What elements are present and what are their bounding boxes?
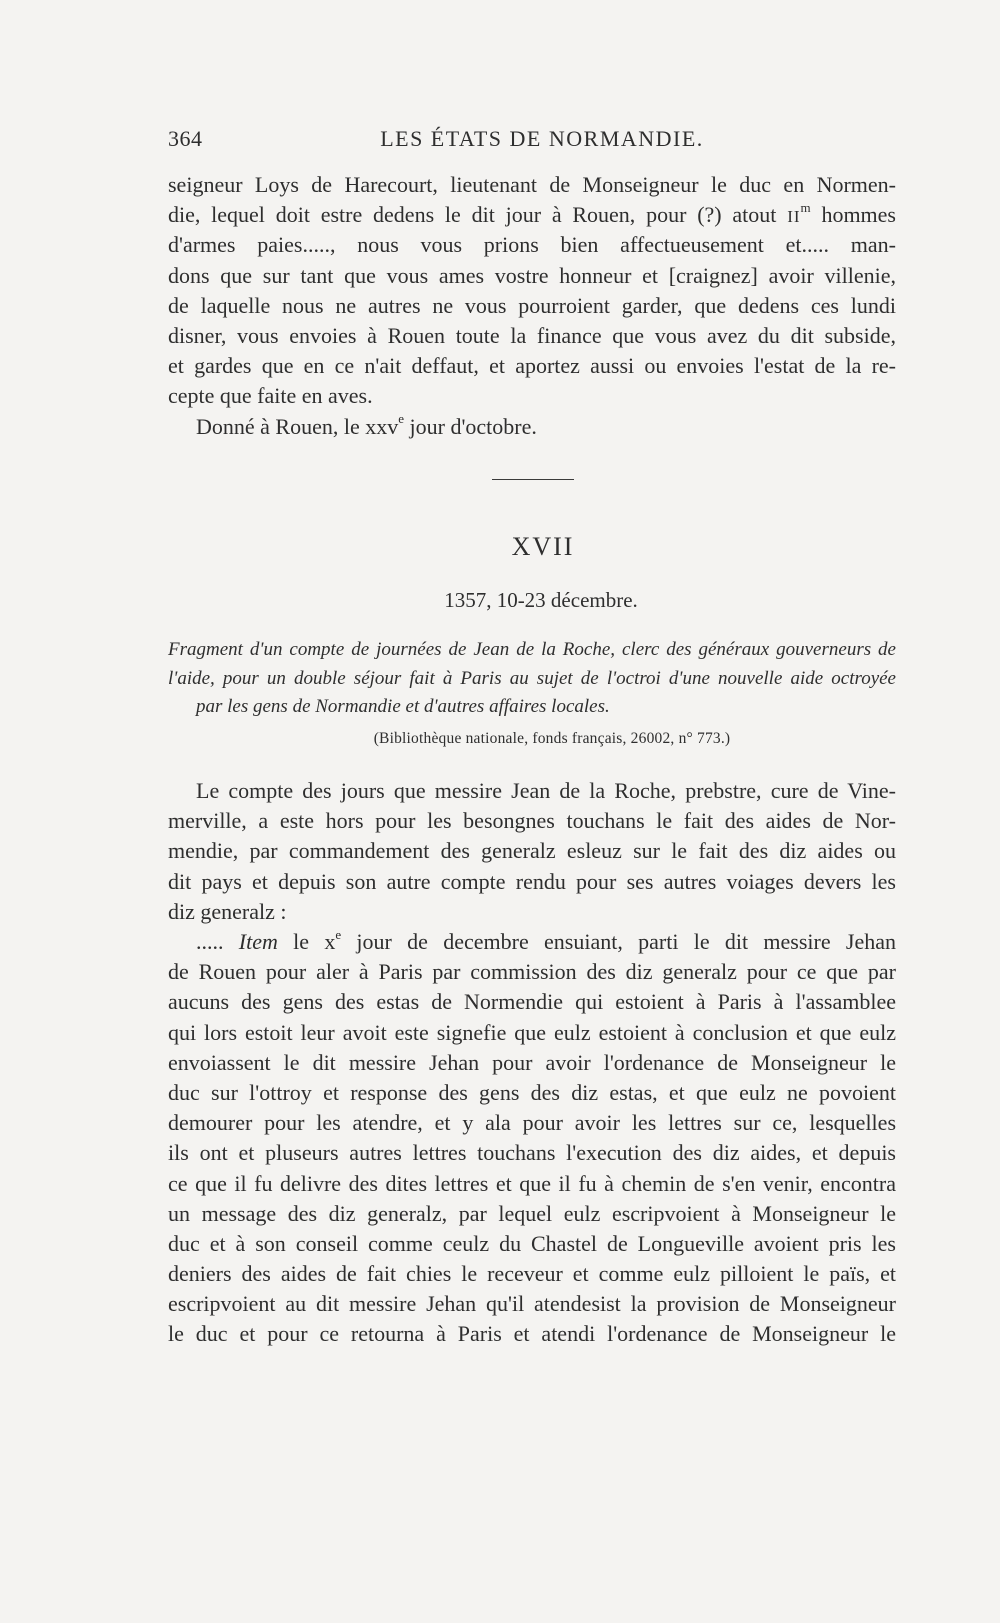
text-line: qui lors estoit leur avoit este signefie que eulz estoient à conclusion et que eulz xyxy=(168,1019,896,1045)
text-line: deniers des aides de fait chies le receveur et comme eulz pilloient le païs, et xyxy=(168,1261,896,1287)
source-citation: (Bibliothèque nationale, fonds français, 26002, n° 773.) xyxy=(373,730,731,747)
text-line: disner, vous envoies à Rouen toute la finance que vous avez du dit subside, xyxy=(168,322,896,348)
text-line: de Rouen pour aler à Paris par commission des diz generalz pour ce que par xyxy=(168,959,896,985)
text-line: Le compte des jours que messire Jean de la Roche, prebstre, cure de Vine- xyxy=(196,778,896,803)
summary-line: Fragment d'un compte de journées de Jean de la Roche, clerc des généraux gouverneurs de xyxy=(168,639,896,660)
text-line: le duc et pour ce retourna à Paris et atendi l'ordenance de Monseigneur le xyxy=(168,1321,896,1347)
text-line: duc et à son conseil comme ceulz du Chastel de Longueville avoient pris les xyxy=(168,1230,896,1256)
section-summary xyxy=(168,636,896,722)
text-line: ce que il fu delivre des dites lettres et que il fu à chemin de s'en venir, encontra xyxy=(168,1170,896,1196)
body-paragraph-1 xyxy=(168,776,896,927)
closing-line: Donné à Rouen, le xxv$^e$ jour d'octobre. xyxy=(196,411,537,439)
text-line: de laquelle nous ne autres ne vous pourroient garder, que dedens ces lundi xyxy=(168,292,896,318)
text-line: ..... Item le $x^e$ jour de decembre ensuiant, parti le dit messire Jehan xyxy=(196,926,896,954)
page-header xyxy=(168,126,896,156)
text-line: escripvoient au dit messire Jehan qu'il atendesist la provision de Monseigneur xyxy=(168,1291,896,1317)
section-date: 1357, 10-23 décembre. xyxy=(444,588,638,612)
text-line: seigneur Loys de Harecourt, lieutenant de Monseigneur le duc en Normen- xyxy=(168,172,896,197)
text-line: demourer pour les atendre, et y ala pour avoir les lettres sur ce, lesquelles xyxy=(168,1110,896,1136)
summary-line: par les gens de Normandie et d'autres affaires locales. xyxy=(196,696,610,717)
text-line: d'armes paies....., nous vous prions bien affectueusement et..... man- xyxy=(168,232,896,258)
text-line: dons que sur tant que vous ames vostre honneur et [craignez] avoir villenie, xyxy=(168,262,896,288)
text-line: duc sur l'ottroy et response des gens des diz estas, et que eulz ne povoient xyxy=(168,1079,896,1105)
text-line: un message des diz generalz, par lequel eulz escripvoient à Monseigneur le xyxy=(168,1200,896,1226)
continuation-paragraph xyxy=(168,170,896,442)
text-line: envoiassent le dit messire Jehan pour avoir l'ordenance de Monseigneur le xyxy=(168,1049,896,1075)
page-number: 364 xyxy=(168,126,203,151)
text-line: merville, a este hors pour les besongnes touchans le fait des aides de Nor- xyxy=(168,808,896,834)
running-title: LES ÉTATS DE NORMANDIE. xyxy=(380,126,704,151)
text-line: mendie, par commandement des generalz esleuz sur le fait des diz aides ou xyxy=(168,838,896,864)
summary-line: l'aide, pour un double séjour fait à Paris au sujet de l'octroi d'une nouvelle aide octroyée xyxy=(168,667,896,689)
text-line: et gardes que en ce n'ait deffaut, et aportez aussi ou envoies l'estat de la re- xyxy=(168,353,896,379)
section-number: XVII xyxy=(511,532,575,561)
body-paragraph-2 xyxy=(168,927,896,1350)
text-line: aucuns des gens des estas de Normendie qui estoient à Paris à l'assamblee xyxy=(168,989,896,1015)
section-divider xyxy=(492,479,574,480)
text-line: die, lequel doit estre dedens le dit jour à Rouen, pour (?) atout $II^m$ hommes xyxy=(168,199,896,228)
text-line: dit pays et depuis son autre compte rendu pour ses autres voiages devers les xyxy=(168,868,896,894)
text-line: diz generalz : xyxy=(168,898,287,924)
text-line: ils ont et pluseurs autres lettres touchans l'execution des diz aides, et depuis xyxy=(168,1140,896,1166)
text-line: cepte que faite en aves. xyxy=(168,383,373,409)
